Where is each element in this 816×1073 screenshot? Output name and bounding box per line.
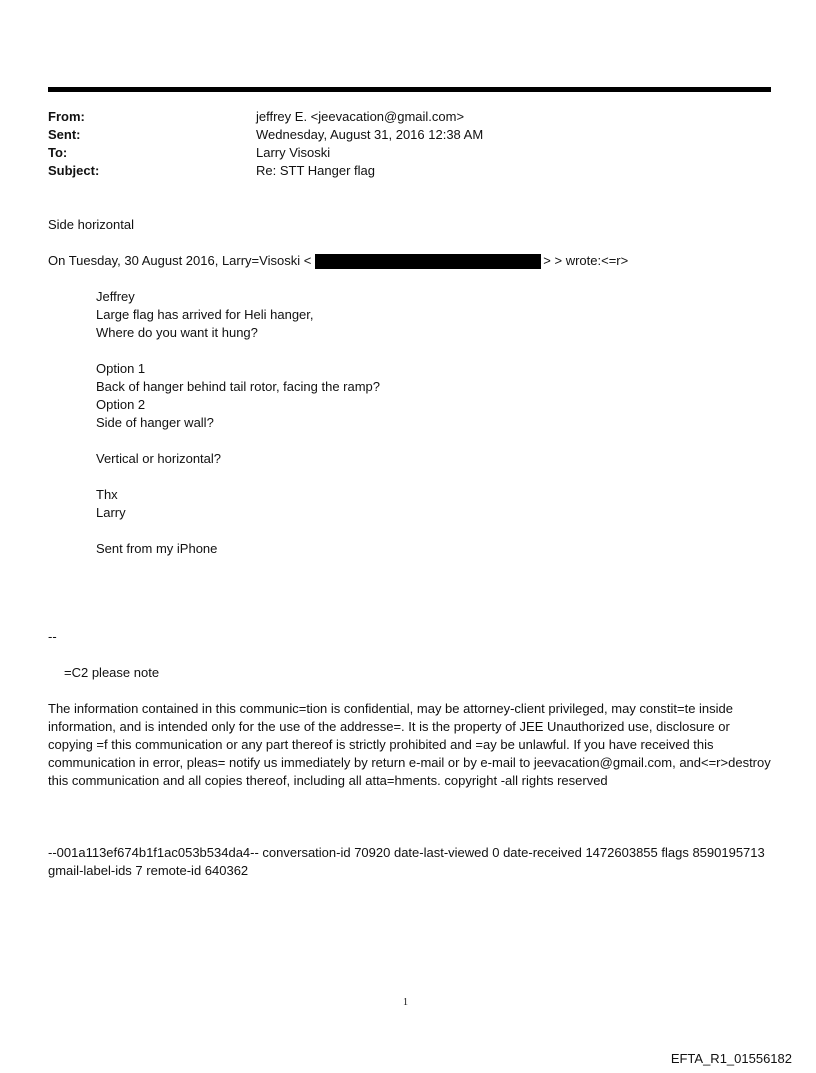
reply-text: Side horizontal bbox=[48, 217, 134, 232]
sent-label: Sent: bbox=[48, 127, 81, 142]
quoted-line: Option 2 bbox=[96, 397, 146, 412]
please-note: =C2 please note bbox=[64, 665, 160, 680]
quoted-message bbox=[96, 288, 696, 558]
from-label: From: bbox=[48, 109, 85, 124]
message-metadata: --001a113ef674b1f1ac053b534da4-- conversation-id 70920 date-last-viewed 0 date-received 1472603855 flags 8590195713 gmail-label-ids 7 remote-id 640362 bbox=[48, 845, 765, 878]
email-header bbox=[48, 108, 748, 180]
to-value: Larry Visoski bbox=[256, 145, 331, 160]
spacer bbox=[96, 432, 696, 450]
quoted-line: Larry bbox=[96, 505, 126, 520]
subject-row bbox=[48, 162, 748, 180]
sent-value: Wednesday, August 31, 2016 12:38 AM bbox=[256, 127, 484, 142]
confidentiality-disclaimer: The information contained in this communic=tion is confidential, may be attorney-client privileged, may constit=te inside information, and is intended only for the use of the addresse=. It is the property of JEE Unauthorized use, disclosure or copying =f this communication or any part thereof is strictly prohibited and =ay be unlawful. If you have received this communication in error, pleas= notify us immediately by return e-mail or by e-mail to jeevacation@gmail.com, and<=r>destroy this communication and all copies thereof, including all atta=hments. copyright -all rights reserved bbox=[48, 701, 771, 788]
spacer bbox=[96, 522, 696, 540]
quoted-line: Vertical or horizontal? bbox=[96, 451, 222, 466]
quote-attribution bbox=[48, 252, 628, 270]
page-number: 1 bbox=[403, 997, 408, 1008]
signature-separator: -- bbox=[48, 629, 57, 644]
header-rule bbox=[48, 87, 771, 92]
subject-label: Subject: bbox=[48, 163, 100, 178]
spacer bbox=[96, 342, 696, 360]
quoted-line: Option 1 bbox=[96, 361, 146, 376]
attribution-suffix: > > wrote:<=r> bbox=[543, 253, 629, 268]
attribution-prefix: On Tuesday, 30 August 2016, Larry=Visoski < bbox=[48, 253, 312, 268]
sent-row bbox=[48, 126, 748, 144]
to-row bbox=[48, 144, 748, 162]
quoted-line: Thx bbox=[96, 487, 118, 502]
quoted-line: Side of hanger wall? bbox=[96, 415, 214, 430]
quoted-line: Jeffrey bbox=[96, 289, 135, 304]
quoted-line: Where do you want it hung? bbox=[96, 325, 258, 340]
document-id: EFTA_R1_01556182 bbox=[670, 1051, 792, 1066]
quoted-line: Sent from my iPhone bbox=[96, 541, 218, 556]
from-row bbox=[48, 108, 748, 126]
to-label: To: bbox=[48, 145, 68, 160]
subject-value: Re: STT Hanger flag bbox=[256, 163, 375, 178]
quoted-line: Large flag has arrived for Heli hanger, bbox=[96, 307, 314, 322]
spacer bbox=[96, 468, 696, 486]
quoted-line: Back of hanger behind tail rotor, facing the ramp? bbox=[96, 379, 381, 394]
from-value: jeffrey E. <jeevacation@gmail.com> bbox=[256, 109, 465, 124]
redaction-bar bbox=[315, 254, 541, 269]
